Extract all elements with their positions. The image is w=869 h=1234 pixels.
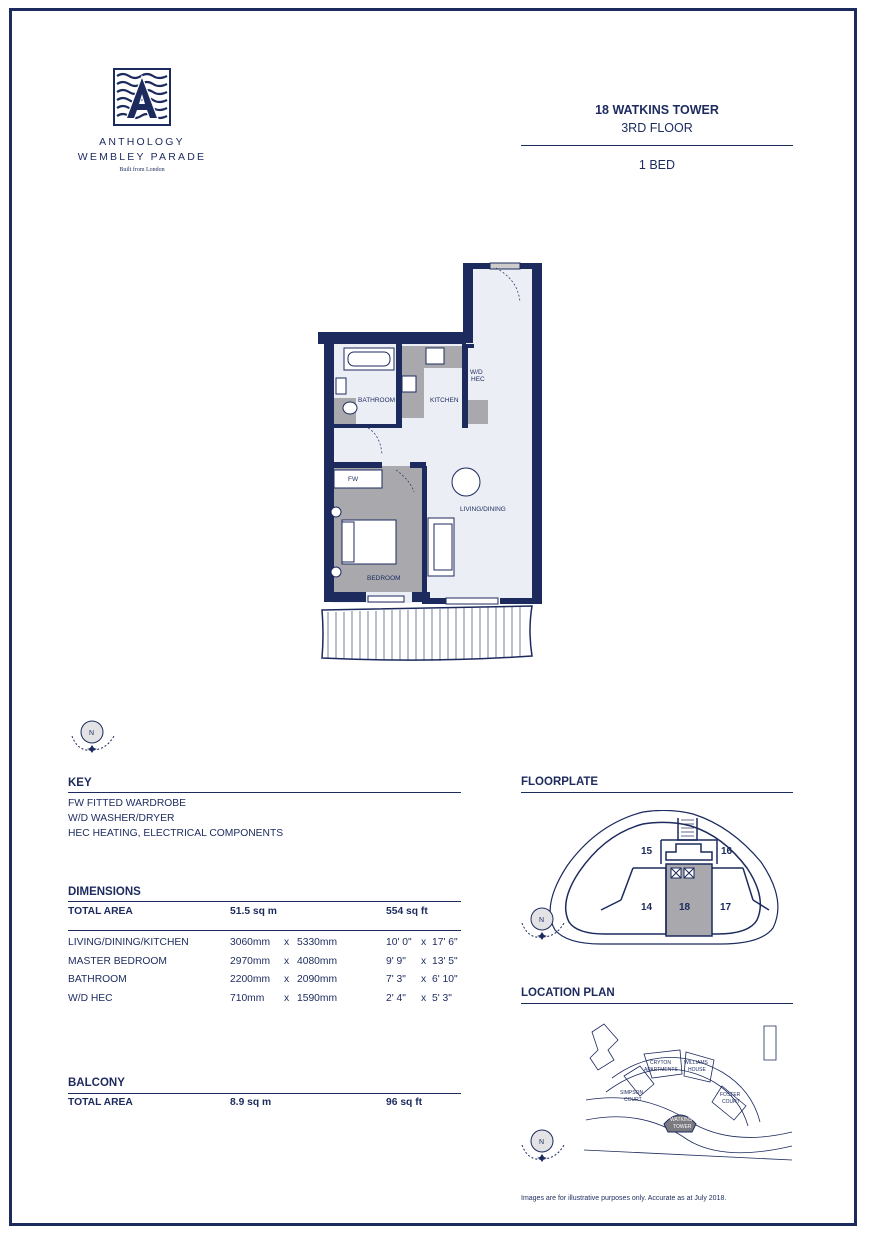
row-room: MASTER BEDROOM — [68, 956, 167, 967]
balcony-area-label: TOTAL AREA — [68, 1097, 133, 1108]
location-plan-title: LOCATION PLAN — [521, 987, 615, 999]
row-x: x — [284, 993, 290, 1004]
unit-15: 15 — [641, 846, 653, 857]
row-x: x — [284, 937, 290, 948]
logo-line1: ANTHOLOGY — [99, 136, 185, 148]
key-title: KEY — [68, 777, 92, 789]
total-area-label: TOTAL AREA — [68, 906, 133, 917]
row-room: BATHROOM — [68, 974, 127, 985]
row-x: x — [284, 974, 290, 985]
row-x: x — [421, 937, 427, 948]
unit-16: 16 — [721, 846, 733, 857]
row-width-mm: 710mm — [230, 993, 265, 1004]
floor-label: 3RD FLOOR — [621, 121, 693, 135]
balcony-divider — [68, 1093, 461, 1094]
row-length-ft: 17' 6" — [432, 937, 458, 948]
loc-williams-1: WILLIAMS — [684, 1060, 708, 1066]
row-length-mm: 1590mm — [297, 993, 338, 1004]
row-width-ft: 9' 9" — [386, 956, 406, 967]
row-room: LIVING/DINING/KITCHEN — [68, 937, 189, 948]
floorplate-divider — [521, 792, 793, 793]
floor-plan — [310, 260, 542, 662]
loc-simpson-2: COURT — [624, 1097, 642, 1103]
row-length-ft: 5' 3" — [432, 993, 452, 1004]
row-width-ft: 7' 3" — [386, 974, 406, 985]
building-name: 18 WATKINS TOWER — [595, 103, 719, 117]
row-length-mm: 2090mm — [297, 974, 338, 985]
row-room: W/D HEC — [68, 993, 113, 1004]
label-living: LIVING/DINING — [460, 506, 506, 513]
row-length-mm: 5330mm — [297, 937, 338, 948]
loc-cryton-2: APARTMENTS — [644, 1067, 678, 1073]
key-divider — [68, 792, 461, 793]
unit-17: 17 — [720, 902, 732, 913]
floorplate-title: FLOORPLATE — [521, 776, 599, 788]
loc-watkins-1: WATKINS — [670, 1117, 693, 1123]
logo — [57, 68, 227, 178]
row-width-mm: 3060mm — [230, 937, 271, 948]
dimensions-title: DIMENSIONS — [68, 886, 141, 898]
unit-18: 18 — [679, 902, 691, 913]
key-item: W/D WASHER/DRYER — [68, 813, 175, 824]
label-bathroom: BATHROOM — [358, 397, 396, 404]
balcony-area-imperial: 96 sq ft — [386, 1097, 423, 1108]
logo-line2: WEMBLEY PARADE — [77, 151, 207, 163]
dimensions-divider — [68, 930, 461, 931]
row-x: x — [284, 956, 290, 967]
balcony-area-metric: 8.9 sq m — [230, 1097, 272, 1108]
compass-icon — [68, 718, 120, 754]
row-width-ft: 2' 4" — [386, 993, 406, 1004]
loc-simpson-1: SIMPSON — [620, 1090, 644, 1096]
disclaimer: Images are for illustrative purposes only. Accurate as at July 2018. — [521, 1195, 727, 1202]
unit-14: 14 — [641, 902, 653, 913]
total-area-imperial: 554 sq ft — [386, 906, 428, 917]
logo-tagline: Built from London — [119, 167, 165, 173]
svg-text:N: N — [89, 730, 95, 737]
loc-foster-1: FOSTER — [720, 1092, 741, 1098]
label-hec: HEC — [471, 376, 485, 383]
row-x: x — [421, 974, 427, 985]
location-map — [584, 1020, 794, 1166]
svg-text:N: N — [539, 1139, 545, 1146]
logo-mark-icon — [113, 68, 171, 126]
location-plan-divider — [521, 1003, 793, 1004]
balcony-title: BALCONY — [68, 1077, 125, 1089]
unit-type: 1 BED — [638, 158, 676, 172]
label-fw: FW — [348, 476, 359, 483]
label-bedroom: BEDROOM — [367, 575, 401, 582]
row-x: x — [421, 956, 427, 967]
header-divider — [521, 145, 793, 146]
row-x: x — [421, 993, 427, 1004]
row-length-mm: 4080mm — [297, 956, 338, 967]
row-width-mm: 2200mm — [230, 974, 271, 985]
key-item: FW FITTED WARDROBE — [68, 798, 187, 809]
total-area-metric: 51.5 sq m — [230, 906, 277, 917]
loc-williams-2: HOUSE — [688, 1067, 706, 1073]
loc-cryton-1: CRYTON — [650, 1060, 671, 1066]
row-length-ft: 13' 5" — [432, 956, 458, 967]
dimensions-divider — [68, 901, 461, 902]
row-width-mm: 2970mm — [230, 956, 271, 967]
loc-watkins-2: TOWER — [673, 1124, 692, 1130]
label-kitchen: KITCHEN — [430, 397, 459, 404]
key-item: HEC HEATING, ELECTRICAL COMPONENTS — [68, 828, 284, 839]
label-wd: W/D — [470, 369, 483, 376]
row-width-ft: 10' 0" — [386, 937, 412, 948]
row-length-ft: 6' 10" — [432, 974, 458, 985]
loc-foster-2: COURT — [722, 1099, 740, 1105]
svg-text:N: N — [539, 917, 545, 924]
location-compass-icon — [518, 1127, 570, 1163]
floorplate-compass-icon — [518, 905, 570, 941]
